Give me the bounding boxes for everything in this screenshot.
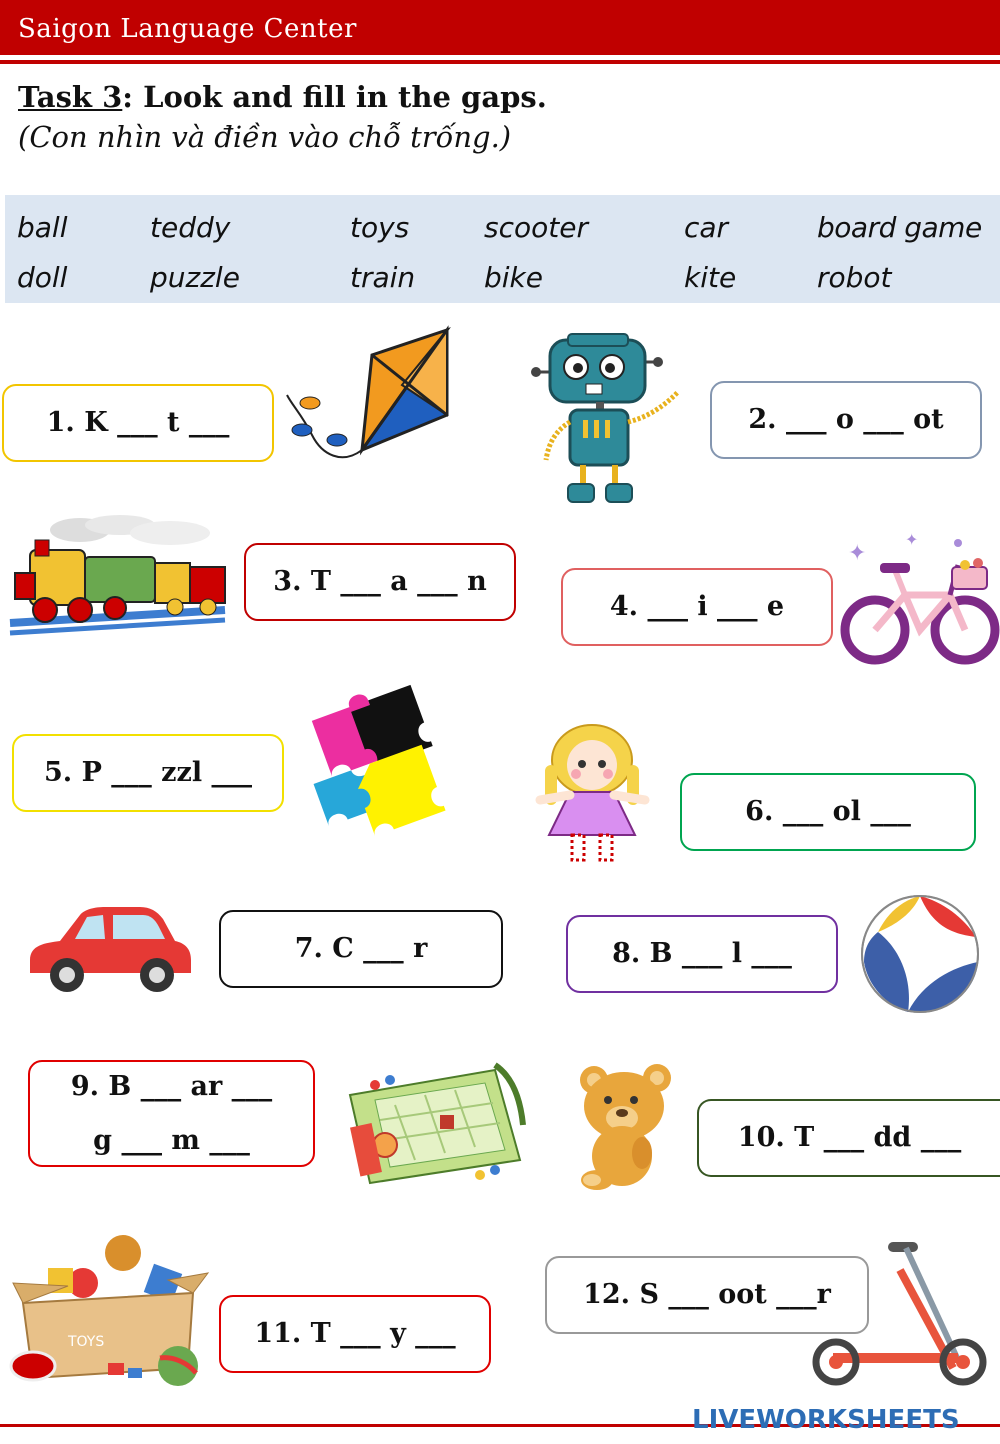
board-game-image (345, 1065, 525, 1185)
svg-text:✦: ✦ (848, 541, 867, 566)
question-3-text: 3. T ___ a ___ n (273, 566, 487, 597)
question-2-box[interactable] (710, 381, 982, 459)
toys-image (8, 1228, 213, 1390)
car-image (25, 905, 195, 995)
question-1-box[interactable] (2, 384, 274, 462)
word-bike: bike (484, 261, 543, 294)
word-car: car (684, 211, 729, 244)
question-11-box[interactable] (219, 1295, 491, 1373)
question-7-text: 7. C ___ r (294, 933, 428, 964)
question-12-text: 12. S ___ oot ___r (583, 1279, 831, 1310)
word-doll: doll (17, 261, 68, 294)
question-5-box[interactable] (12, 734, 284, 812)
toys-box-text: TOYS (68, 1334, 105, 1350)
liveworksheets-logo: LIVEWORKSHEETS (692, 1405, 960, 1435)
scooter-image (808, 1240, 993, 1390)
question-6-text: 6. ___ ol ___ (745, 796, 911, 827)
word-teddy: teddy (150, 211, 231, 244)
question-1-text: 1. K ___ t ___ (46, 407, 230, 438)
question-9-box[interactable] (28, 1060, 315, 1167)
question-4-text: 4. ___ i ___ e (609, 591, 785, 622)
teddy-image (572, 1058, 677, 1193)
question-10-box[interactable] (697, 1099, 1000, 1177)
question-3-box[interactable] (244, 543, 516, 621)
question-7-box[interactable] (219, 910, 503, 988)
task-subtitle: (Con nhìn và điền vào chỗ trống.) (18, 120, 512, 154)
train-image (10, 515, 232, 640)
doll-image (520, 720, 665, 865)
robot-image (528, 332, 688, 507)
question-5-text: 5. P ___ zzl ___ (43, 757, 252, 788)
question-4-box[interactable] (561, 568, 833, 646)
word-scooter: scooter (484, 211, 588, 244)
word-bank (5, 195, 1000, 303)
bike-image (840, 525, 1000, 670)
header-divider (0, 60, 1000, 64)
question-11-text: 11. T ___ y ___ (254, 1318, 456, 1349)
ball-image (858, 892, 982, 1016)
question-6-box[interactable] (680, 773, 976, 851)
word-ball: ball (17, 211, 68, 244)
question-9-line-2: g ___ m ___ (93, 1124, 250, 1156)
puzzle-image (295, 680, 465, 845)
word-puzzle: puzzle (150, 261, 240, 294)
task-label: Task 3 (18, 80, 123, 114)
task-title (18, 80, 547, 114)
word-toys: toys (350, 211, 410, 244)
word-robot: robot (817, 261, 892, 294)
word-kite: kite (684, 261, 737, 294)
question-10-text: 10. T ___ dd ___ (737, 1122, 962, 1153)
kite-image (282, 325, 457, 475)
question-2-text: 2. ___ o ___ ot (748, 404, 944, 435)
task-instruction: : Look and fill in the gaps. (122, 80, 547, 114)
svg-text:✦: ✦ (905, 530, 919, 549)
word-board-game: board game (817, 211, 982, 244)
question-8-box[interactable] (566, 915, 838, 993)
question-8-text: 8. B ___ l ___ (612, 938, 792, 969)
header-title: Saigon Language Center (18, 14, 357, 44)
word-train: train (350, 261, 416, 294)
question-9-line-1: 9. B ___ ar ___ (70, 1070, 273, 1102)
